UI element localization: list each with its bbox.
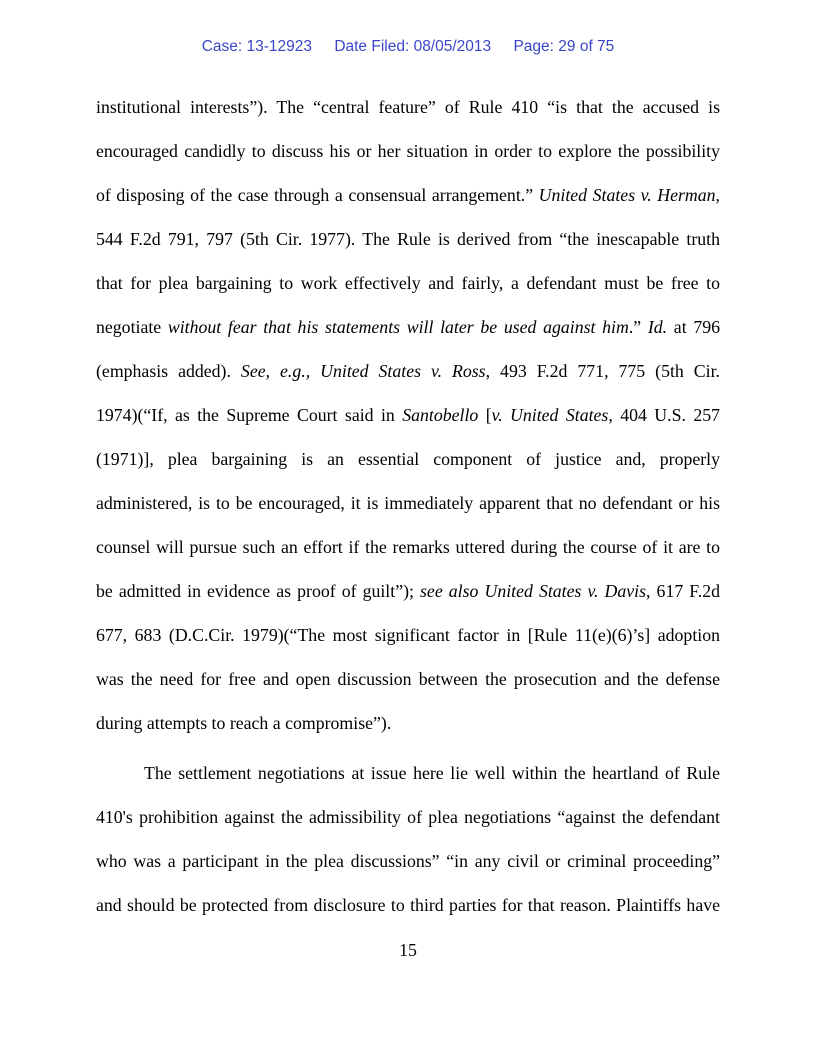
text-line: 677, 683 (D.C.Cir. 1979)(“The most significant factor in [Rule 11(e)(6)’s] adoption [96,625,720,645]
text-line: of disposing of the case through a consensual arrangement.” United States v. Herman, [96,185,720,205]
case-citation: v. United States [491,405,609,425]
text-line: (emphasis added). See, e.g., United States v. Ross, 493 F.2d 771, 775 (5th Cir. [96,361,720,381]
case-header [0,38,816,56]
emphasis-text: without fear that his statements will later be used against him [167,317,629,337]
text-line: counsel will pursue such an effort if the remarks uttered during the course of it are to [96,537,720,557]
text-line: (1971)], plea bargaining is an essential component of justice and, properly [96,449,720,469]
text-line: negotiate without fear that his statements will later be used against him.” Id. at 796 [96,317,720,337]
text-line: institutional interests”). The “central feature” of Rule 410 “is that the accused is [96,97,720,117]
case-citation: See, e.g., United States v. Ross [240,361,486,381]
id-citation: Id. [647,317,668,337]
text-line: who was a participant in the plea discussions” “in any civil or criminal proceeding” [96,851,720,871]
text-line: The settlement negotiations at issue here lie well within the heartland of Rule [144,763,720,783]
text-line: administered, is to be encouraged, it is immediately apparent that no defendant or his [96,493,720,513]
case-citation: see also United States v. Davis [420,581,647,601]
text-line: during attempts to reach a compromise”). [96,713,392,733]
text-line: 1974)(“If, as the Supreme Court said in Santobello [v. United States, 404 U.S. 257 [96,405,720,425]
text-line: and should be protected from disclosure to third parties for that reason. Plaintiffs have [96,895,720,915]
text-line: be admitted in evidence as proof of guilt”); see also United States v. Davis, 617 F.2d [96,581,720,601]
page-indicator: Page: 29 of 75 [513,38,615,55]
case-citation: Santobello [402,405,479,425]
text-line: 544 F.2d 791, 797 (5th Cir. 1977). The Rule is derived from “the inescapable truth [96,229,720,249]
case-number: Case: 13-12923 [201,38,312,55]
text-line: that for plea bargaining to work effectively and fairly, a defendant must be free to [96,273,720,293]
text-line: encouraged candidly to discuss his or her situation in order to explore the possibility [96,141,720,161]
date-filed: Date Filed: 08/05/2013 [334,38,492,55]
text-line: 410's prohibition against the admissibility of plea negotiations “against the defendant [96,807,720,827]
page-number: 15 [399,940,417,960]
case-citation: United States v. Herman [538,185,716,205]
text-line: was the need for free and open discussion between the prosecution and the defense [96,669,720,689]
